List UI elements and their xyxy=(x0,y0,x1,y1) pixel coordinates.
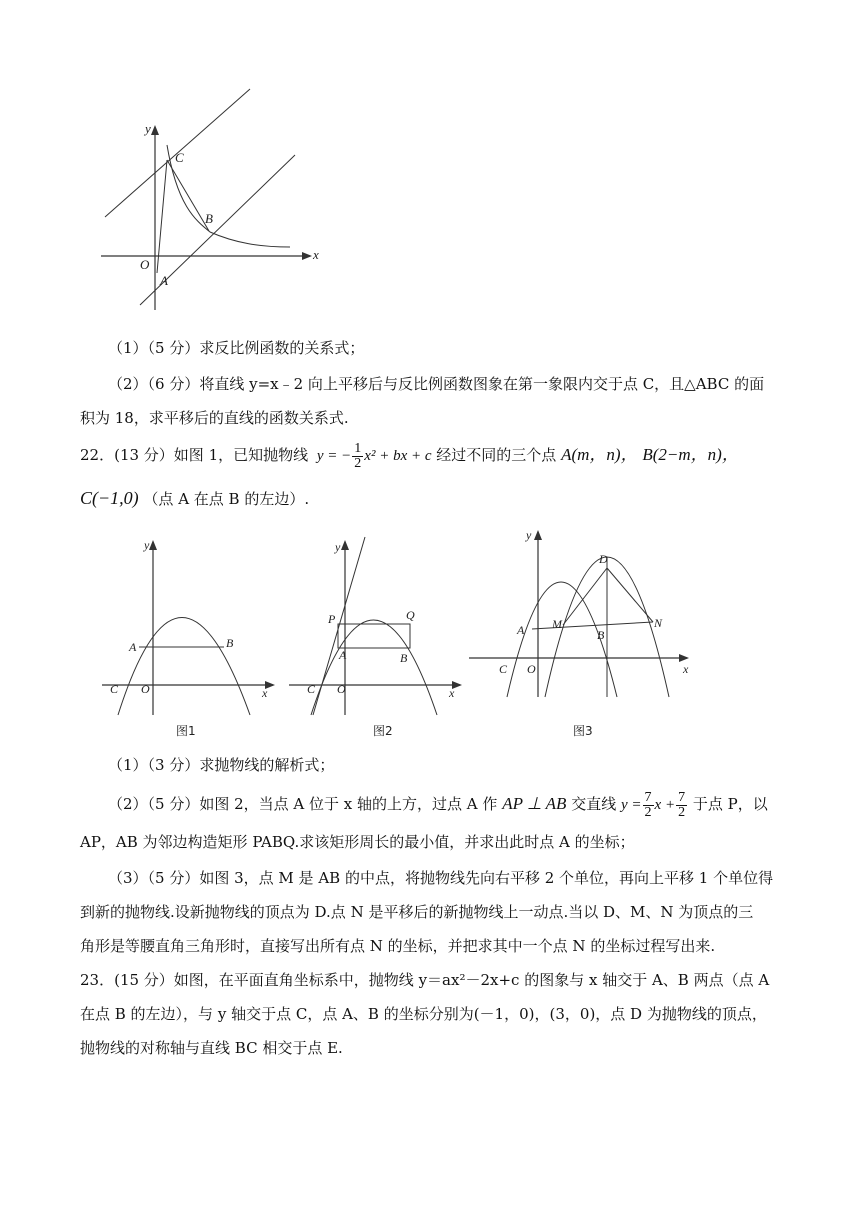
fig3-origin: O xyxy=(527,662,536,676)
q21-x-label: x xyxy=(313,247,319,262)
fig3-point-B: B xyxy=(597,628,605,642)
fig2-caption: 图2 xyxy=(373,724,393,738)
q22-head: 22．(13 分）如图 1，已知抛物线 xyxy=(80,446,309,464)
fig3-point-D: D xyxy=(599,552,608,566)
q22-statement-2 xyxy=(80,488,800,509)
fig2-point-Q: Q xyxy=(406,608,415,622)
q21-part2-line1: （2）（6 分）将直线 y=x﹣2 向上平移后与反比例函数图象在第一象限内交于点 C，且△ABC 的面 xyxy=(108,375,765,393)
q22-part3-line3: 角形是等腰直角三角形时，直接写出所有点 N 的坐标，并把求其中一个点 N 的坐标过程写出来. xyxy=(80,937,716,955)
fig3-point-A: A xyxy=(517,623,525,637)
q22-point-A: A(m，n)， xyxy=(561,445,638,464)
fig2-point-A: A xyxy=(339,648,347,662)
q21-origin-O: O xyxy=(140,257,150,272)
q22-figure-3 xyxy=(465,527,695,745)
q22-part3-line1: （3）（5 分）如图 3，点 M 是 AB 的中点，将抛物线先向右平移 2 个单位，再向上平移 1 个单位得 xyxy=(108,869,774,887)
q21-figure xyxy=(95,85,335,325)
fig1-origin: O xyxy=(141,682,150,696)
q23-line2: 在点 B 的左边），与 y 轴交于点 C，点 A、B 的坐标分别为(－1，0)，(3，0)，点 D 为抛物线的顶点， xyxy=(80,1005,767,1023)
q22-point-B: B(2−m，n)， xyxy=(642,445,739,464)
q21-part2-line2: 积为 18，求平移后的直线的函数关系式. xyxy=(80,409,349,427)
q21-point-C: C xyxy=(175,150,184,165)
q21-point-A: A xyxy=(160,273,168,288)
q21-point-B: B xyxy=(205,211,213,226)
fig3-point-C: C xyxy=(499,662,508,676)
q22-figure-2 xyxy=(285,535,465,745)
q22-part2-line1: （2）（5 分）如图 2，当点 A 位于 x 轴的上方，过点 A 作 AP ⊥ AB 交直线 y = $\frac{7}{2}$ x + $\frac{7}{2}$ 于点 P，以 xyxy=(108,789,768,820)
fig3-point-M: M xyxy=(552,617,562,631)
fig1-point-B: B xyxy=(226,636,234,650)
fig2-point-C: C xyxy=(307,682,316,696)
q22-frac: $\frac{1}{2}$ xyxy=(354,440,362,471)
svg-text:y: y xyxy=(335,540,341,554)
q22-tail: （点 A 在点 B 的左边）. xyxy=(143,490,310,508)
fig1-point-C: C xyxy=(110,682,119,696)
fig2-point-P: P xyxy=(328,612,336,626)
q22-part2-line2: AP，AB 为邻边构造矩形 PABQ.求该矩形周长的最小值，并求出此时点 A 的坐标； xyxy=(80,833,635,851)
q21-y-label: y xyxy=(145,121,151,136)
fig1-caption: 图1 xyxy=(176,724,196,738)
fig2-origin: O xyxy=(337,682,346,696)
fig2-point-B: B xyxy=(400,651,408,665)
fig3-caption: 图3 xyxy=(573,724,593,738)
q21-part1: （1）（5 分）求反比例函数的关系式； xyxy=(108,339,365,357)
svg-text:x: x xyxy=(449,686,455,700)
q22-part1: （1）（3 分）求抛物线的解析式； xyxy=(108,756,335,774)
q22-part3-line2: 到新的抛物线.设新抛物线的顶点为 D.点 N 是平移后的新抛物线上一动点.当以 D、M、N 为顶点的三 xyxy=(80,903,754,921)
svg-text:x: x xyxy=(262,686,268,700)
svg-text:x: x xyxy=(683,662,689,676)
fig1-point-A: A xyxy=(129,640,137,654)
q22-point-C: C(−1,0) xyxy=(80,488,139,508)
svg-text:y: y xyxy=(526,528,532,542)
fig3-point-N: N xyxy=(654,616,663,630)
q22-figure-1 xyxy=(98,535,278,745)
q22-statement: 22．(13 分）如图 1，已知抛物线 y = − $\frac{1}{2}$ x² + bx + c 经过不同的三个点 A(m，n)， B(2−m，n)， xyxy=(80,440,739,471)
q22-mid: 经过不同的三个点 xyxy=(436,446,557,464)
svg-text:y: y xyxy=(144,538,150,552)
q23-line1: 23．(15 分）如图，在平面直角坐标系中，抛物线 y＝ax²－2x+c 的图象与 x 轴交于 A、B 两点（点 A xyxy=(80,971,770,989)
q23-line3: 抛物线的对称轴与直线 BC 相交于点 E. xyxy=(80,1039,343,1057)
